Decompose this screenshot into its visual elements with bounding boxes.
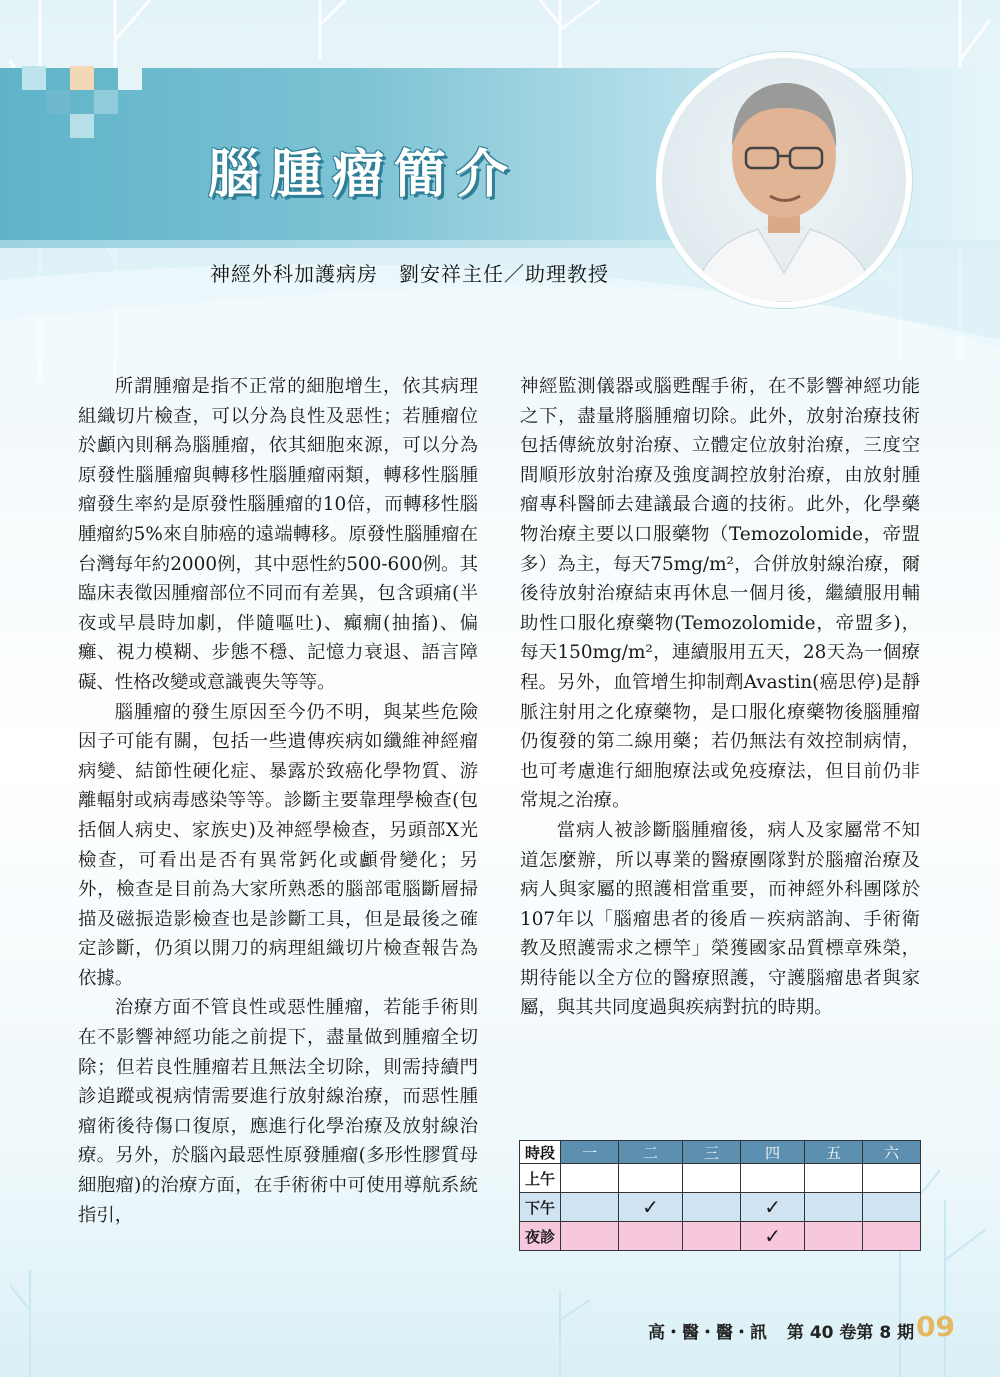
schedule-cell	[683, 1164, 741, 1193]
schedule-cell	[805, 1164, 863, 1193]
paragraph: 治療方面不管良性或惡性腫瘤，若能手術則在不影響神經功能之前提下，盡量做到腫瘤全切除；但若良性腫瘤若且無法全切除，則需持續門診追蹤或視病情需要進行放射線治療，而惡性腫瘤術後待傷口復原，應進行化學治療及放射線治療。另外，於腦內最惡性原發腫瘤(多形性膠質母細胞瘤)的治療方面，在手術術中可使用導航系統指引，	[78, 997, 478, 1226]
paragraph: 當病人被診斷腦腫瘤後，病人及家屬常不知道怎麼辦，所以專業的醫療團隊對於腦瘤治療及病人與家屬的照護相當重要，而神經外科團隊於107年以「腦瘤患者的後盾－疾病諮詢、手術衛教及照護需求之標竿」榮獲國家品質標章殊榮，期待能以全方位的醫療照護，守護腦瘤患者與家屬，與其共同度過與疾病對抗的時期。	[520, 819, 920, 1019]
publication-name: 高・醫・醫・訊	[648, 1323, 767, 1343]
schedule-cell	[740, 1222, 804, 1251]
paragraph: 所謂腫瘤是指不正常的細胞增生，依其病理組織切片檢查，可以分為良性及惡性；若腫瘤位於顱內則稱為腦腫瘤，依其細胞來源，可以分為原發性腦腫瘤與轉移性腦腫瘤兩類，轉移性腦腫瘤發生率約是原發性腦腫瘤的10倍，而轉移性腦腫瘤約5%來自肺癌的遠端轉移。原發性腦腫瘤在台灣每年約2000例，其中惡性約500-600例。其臨床表徵因腫瘤部位不同而有差異，包含頭痛(半夜或早晨時加劇，伴隨嘔吐)、癲癇(抽搐)、偏癱、視力模糊、步態不穩、記憶力衰退、語言障礙、性格改變或意識喪失等等。	[78, 376, 478, 693]
schedule-day: 六	[863, 1141, 921, 1164]
schedule-row-morning	[520, 1164, 921, 1193]
schedule-cell	[863, 1222, 921, 1251]
schedule-header-row	[520, 1141, 921, 1164]
schedule-day: 四	[740, 1141, 804, 1164]
schedule-cell	[618, 1193, 682, 1222]
schedule-day: 五	[805, 1141, 863, 1164]
schedule-cell	[561, 1193, 619, 1222]
schedule-cell	[740, 1193, 804, 1222]
schedule-cell	[618, 1222, 682, 1251]
schedule-cell	[683, 1222, 741, 1251]
article-column-left	[78, 372, 478, 1230]
schedule-cell	[740, 1164, 804, 1193]
article-column-right	[520, 372, 920, 1023]
schedule-cell	[805, 1193, 863, 1222]
schedule-row-evening	[520, 1222, 921, 1251]
schedule-corner: 時段	[520, 1141, 561, 1164]
checkmark-icon: ✓	[764, 1195, 781, 1219]
article-title: 腦腫瘤簡介	[208, 145, 519, 205]
page-number: 09	[916, 1310, 955, 1343]
schedule-cell	[618, 1164, 682, 1193]
doctor-portrait-icon	[662, 58, 906, 302]
author-photo	[656, 52, 912, 308]
schedule-cell	[863, 1193, 921, 1222]
schedule-day: 一	[561, 1141, 619, 1164]
paragraph: 腦腫瘤的發生原因至今仍不明，與某些危險因子可能有關，包括一些遺傳疾病如纖維神經瘤病變、結節性硬化症、暴露於致癌化學物質、游離輻射或病毒感染等等。診斷主要靠理學檢查(包括個人病史、家族史)及神經學檢查，另頭部X光檢查，可看出是否有異常鈣化或顱骨變化；另外，檢查是目前為大家所熟悉的腦部電腦斷層掃描及磁振造影檢查也是診斷工具，但是最後之確定診斷，仍須以開刀的病理組織切片檢查報告為依據。	[78, 701, 478, 989]
schedule-cell	[805, 1222, 863, 1251]
row-label: 上午	[520, 1164, 561, 1193]
volume-issue: 第 40 卷第 8 期	[786, 1323, 915, 1343]
schedule-cell	[561, 1222, 619, 1251]
paragraph: 神經監測儀器或腦甦醒手術，在不影響神經功能之下，盡量將腦腫瘤切除。此外，放射治療技術包括傳統放射治療、立體定位放射治療，三度空間順形放射治療及強度調控放射治療，由放射腫瘤專科醫師去建議最合適的技術。此外，化學藥物治療主要以口服藥物（Temozolomide，帝盟多）為主，每天75mg/m²，合併放射線治療，爾後待放射治療結束再休息一個月後，繼續服用輔助性口服化療藥物(Temozolomide，帝盟多)，每天150mg/m²，連續服用五天，28天為一個療程。另外，血管增生抑制劑Avastin(癌思停)是靜脈注射用之化療藥物，是口服化療藥物後腦腫瘤仍復發的第二線用藥；若仍無法有效控制病情，也可考慮進行細胞療法或免疫療法，但目前仍非常規之治療。	[520, 376, 920, 812]
checkmark-icon: ✓	[764, 1224, 781, 1248]
row-label: 夜診	[520, 1222, 561, 1251]
clinic-schedule-table	[519, 1140, 921, 1251]
publication-footer	[648, 1318, 914, 1343]
author-byline: 神經外科加護病房 劉安祥主任／助理教授	[210, 262, 609, 286]
schedule-row-afternoon	[520, 1193, 921, 1222]
schedule-cell	[561, 1164, 619, 1193]
schedule-day: 二	[618, 1141, 682, 1164]
schedule-cell	[863, 1164, 921, 1193]
schedule-day: 三	[683, 1141, 741, 1164]
schedule-cell	[683, 1193, 741, 1222]
checkmark-icon: ✓	[642, 1195, 659, 1219]
row-label: 下午	[520, 1193, 561, 1222]
